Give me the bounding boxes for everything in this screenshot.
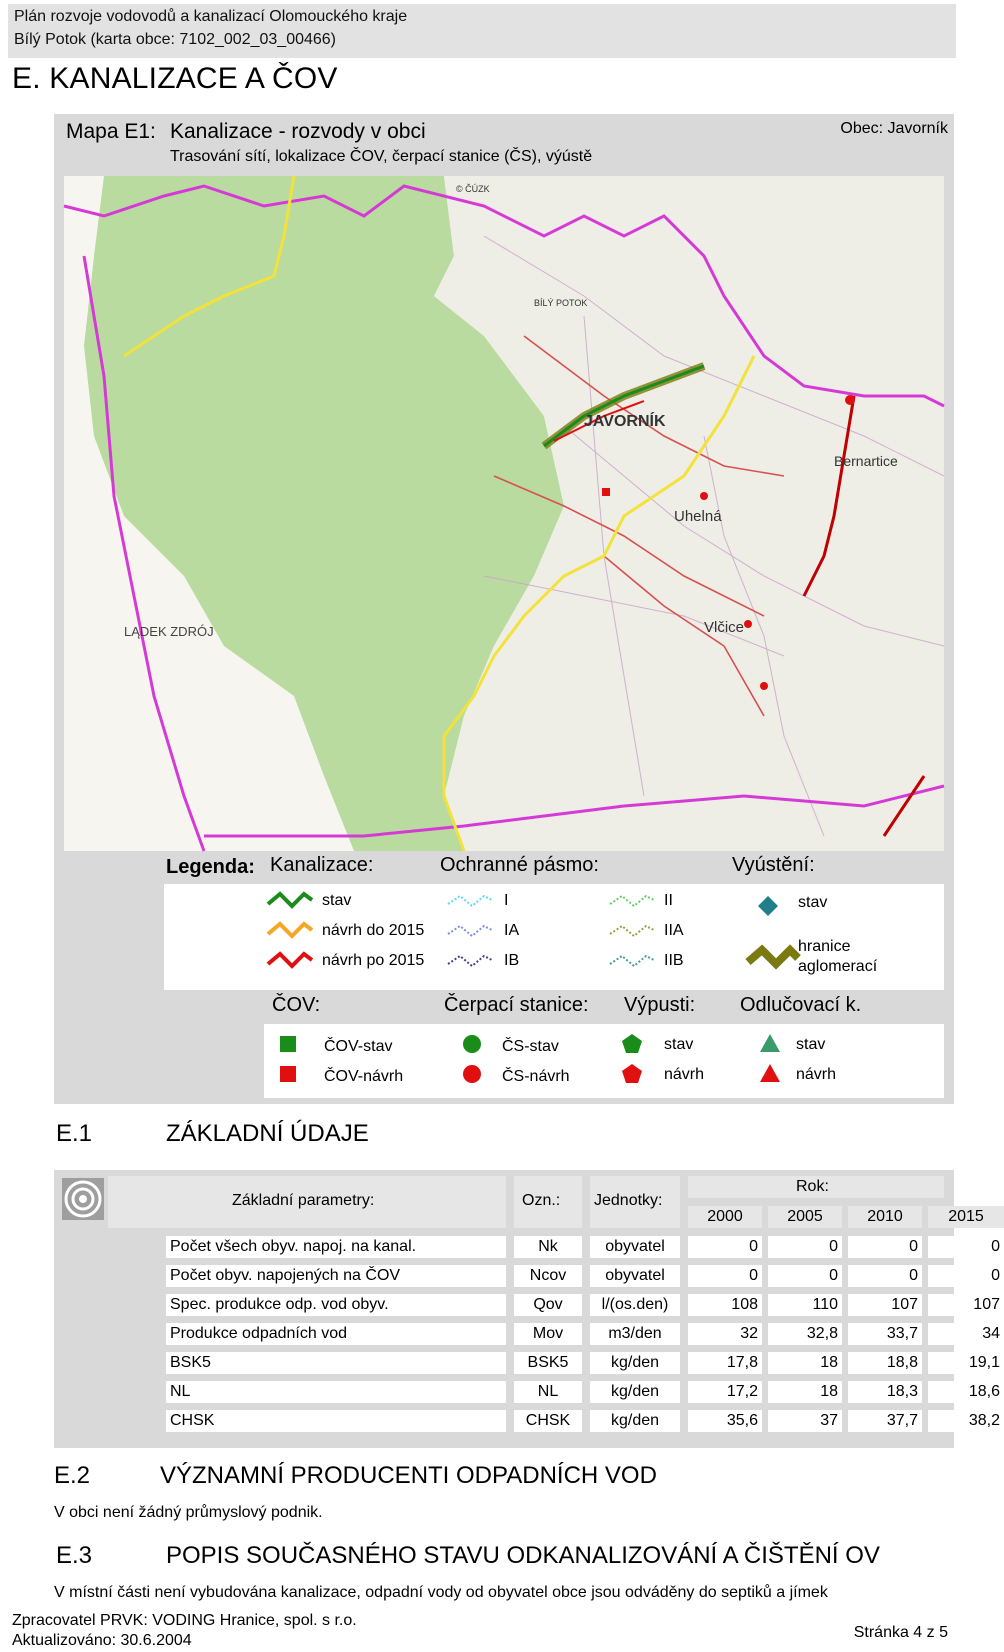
table-cell: obyvatel <box>590 1265 680 1287</box>
table-cell: 18,3 <box>848 1381 922 1403</box>
table-cell: Nk <box>514 1236 582 1258</box>
header-subtitle: Bílý Potok (karta obce: 7102_002_03_00466) <box>14 31 337 48</box>
table-cell: 0 <box>688 1265 762 1287</box>
legend-odl-navrh: návrh <box>796 1066 837 1083</box>
legend-v-hranice: hranice <box>798 938 851 955</box>
footer-aktualizovano: Aktualizováno: 30.6.2004 <box>12 1632 192 1649</box>
table-cell: 37,7 <box>848 1410 922 1432</box>
place-uhelna: Uhelná <box>674 508 722 525</box>
pasmo-ia-icon <box>448 926 492 936</box>
table-cell: 110 <box>768 1294 842 1316</box>
legend-vyp-navrh: návrh <box>664 1066 705 1083</box>
table-cell: obyvatel <box>590 1236 680 1258</box>
pasmo-ii-icon <box>610 896 654 906</box>
pasmo-iib-icon <box>610 956 654 966</box>
map-title: Kanalizace - rozvody v obci <box>170 120 426 143</box>
section-e1-number: E.1 <box>56 1120 93 1147</box>
section-e2-number: E.2 <box>54 1462 91 1489</box>
table-cell: 0 <box>928 1265 1004 1287</box>
table-cell: 108 <box>688 1294 762 1316</box>
section-e2-title: VÝZNAMNÍ PRODUCENTI ODPADNÍCH VOD <box>160 1462 657 1489</box>
kanalizace-stav-icon <box>268 894 312 906</box>
pasmo-i-icon <box>448 896 492 906</box>
legend-o-i: I <box>504 892 509 909</box>
footer-page-number: Stránka 4 z 5 <box>853 1624 948 1641</box>
table-cell: 18,8 <box>848 1352 922 1374</box>
table-cell: NL <box>166 1381 506 1403</box>
legend-cov-navrh: ČOV-návrh <box>324 1068 404 1085</box>
legend-o-ii: II <box>664 892 673 909</box>
vyusteni-stav-icon <box>758 896 778 916</box>
legend-k-navrhpo: návrh po 2015 <box>322 952 425 969</box>
legend-odl-stav: stav <box>796 1036 826 1053</box>
map-image <box>64 176 944 851</box>
table-cell: 18,6 <box>928 1381 1004 1403</box>
table-cell: 0 <box>768 1265 842 1287</box>
vypust-navrh-icon <box>622 1064 642 1083</box>
table-cell: NL <box>514 1381 582 1403</box>
table-cell: 32 <box>688 1323 762 1345</box>
table-cell: 38,2 <box>928 1410 1004 1432</box>
cs-stav-icon <box>463 1035 481 1053</box>
odlucovac-navrh-icon <box>760 1064 780 1082</box>
legend-vyusteni: Vyústění: <box>732 854 815 876</box>
legend-points <box>264 1024 944 1098</box>
legend-cov: ČOV: <box>272 994 321 1016</box>
target-icon <box>62 1178 104 1220</box>
table-cell: 18 <box>768 1352 842 1374</box>
footer-zpracovatel: Zpracovatel PRVK: VODING Hranice, spol. s r.o. <box>12 1612 357 1629</box>
page-title: E. KANALIZACE A ČOV <box>12 62 338 95</box>
table-cell: 107 <box>848 1294 922 1316</box>
section-e3-text: V místní části není vybudována kanalizace, odpadní vody od obyvatel obce jsou odváděny do septiků a jímek <box>54 1584 828 1601</box>
col-header-jednotky: Jednotky: <box>594 1192 663 1209</box>
vypust-stav-icon <box>622 1034 642 1053</box>
table-cell: Ncov <box>514 1265 582 1287</box>
table-cell: 37 <box>768 1410 842 1432</box>
kanalizace-navrhpo-icon <box>268 954 312 966</box>
table-cell: m3/den <box>590 1323 680 1345</box>
legend-k-stav: stav <box>322 892 352 909</box>
topographic-map <box>64 176 944 851</box>
table-cell: 33,7 <box>848 1323 922 1345</box>
section-e2-text: V obci není žádný průmyslový podnik. <box>54 1504 323 1521</box>
map-label: Mapa E1: <box>66 120 156 143</box>
legend-o-ib: IB <box>504 952 520 969</box>
odlucovac-stav-icon <box>760 1034 780 1052</box>
table-cell: 0 <box>928 1236 1004 1258</box>
section-e3-number: E.3 <box>56 1542 93 1569</box>
table-cell: 17,8 <box>688 1352 762 1374</box>
legend-v-aglomeraci: aglomerací <box>798 958 878 975</box>
cov-navrh-icon <box>280 1066 296 1082</box>
legend-cerpaci: Čerpací stanice: <box>444 994 589 1016</box>
map-obec: Obec: Javorník <box>840 120 948 137</box>
table-cell: 0 <box>768 1236 842 1258</box>
table-cell: Počet všech obyv. napoj. na kanal. <box>166 1236 506 1258</box>
table-cell: kg/den <box>590 1381 680 1403</box>
place-bernartice: Bernartice <box>834 453 898 469</box>
table-cell: 32,8 <box>768 1323 842 1345</box>
col-header-rok: Rok: <box>796 1178 829 1195</box>
pasmo-ib-icon <box>448 956 492 966</box>
year-header: 2005 <box>768 1206 842 1228</box>
table-cell: Qov <box>514 1294 582 1316</box>
table-cell: 0 <box>848 1265 922 1287</box>
cov-stav-icon <box>280 1036 296 1052</box>
year-header: 2000 <box>688 1206 762 1228</box>
year-header: 2010 <box>848 1206 922 1228</box>
legend-cov-stav: ČOV-stav <box>324 1038 393 1055</box>
legend-v-stav: stav <box>798 894 828 911</box>
legend-cs-navrh: ČS-návrh <box>502 1068 570 1085</box>
map-subtitle: Trasování sítí, lokalizace ČOV, čerpací stanice (ČS), výústě <box>170 148 593 165</box>
table-cell: 0 <box>848 1236 922 1258</box>
legend-o-iia: IIA <box>664 922 684 939</box>
col-header-ozn: Ozn.: <box>522 1192 561 1209</box>
cs-navrh-icon <box>463 1065 481 1083</box>
table-cell: Mov <box>514 1323 582 1345</box>
map-watermark: © ČÚZK <box>456 184 490 194</box>
place-bily-potok: BÍLÝ POTOK <box>534 298 588 308</box>
table-cell: 35,6 <box>688 1410 762 1432</box>
legend-ochranne: Ochranné pásmo: <box>440 854 599 876</box>
basic-data-table <box>54 1170 1000 1448</box>
legend-vypusti: Výpusti: <box>624 994 696 1016</box>
table-cell: Spec. produkce odp. vod obyv. <box>166 1294 506 1316</box>
legend-lines <box>164 884 944 990</box>
legend-k-navrh2015: návrh do 2015 <box>322 922 425 939</box>
table-cell: BSK5 <box>514 1352 582 1374</box>
table-cell: 107 <box>928 1294 1004 1316</box>
table-cell: 17,2 <box>688 1381 762 1403</box>
table-cell: 34 <box>928 1323 1004 1345</box>
legend-odlucovaci: Odlučovací k. <box>740 994 862 1016</box>
kanalizace-navrh2015-icon <box>268 924 312 936</box>
legend-o-iib: IIB <box>664 952 684 969</box>
header-title: Plán rozvoje vodovodů a kanalizací Olomouckého kraje <box>14 8 408 25</box>
col-header-param: Základní parametry: <box>232 1192 375 1209</box>
legend-kanalizace: Kanalizace: <box>270 854 374 876</box>
table-cell: kg/den <box>590 1410 680 1432</box>
table-cell: 18 <box>768 1381 842 1403</box>
place-vlcice: Vlčice <box>704 619 745 636</box>
table-cell: BSK5 <box>166 1352 506 1374</box>
table-cell: 19,1 <box>928 1352 1004 1374</box>
legend-cs-stav: ČS-stav <box>502 1038 559 1055</box>
legend-vyp-stav: stav <box>664 1036 694 1053</box>
table-cell: Počet obyv. napojených na ČOV <box>166 1265 506 1287</box>
place-javornik: JAVORNÍK <box>584 413 666 430</box>
place-ladek-zdroj: LĄDEK ZDRÓJ <box>124 624 214 639</box>
legend-o-ia: IA <box>504 922 520 939</box>
table-cell: CHSK <box>514 1410 582 1432</box>
table-cell: CHSK <box>166 1410 506 1432</box>
section-e1-title: ZÁKLADNÍ ÚDAJE <box>166 1120 369 1147</box>
section-e3-title: POPIS SOUČASNÉHO STAVU ODKANALIZOVÁNÍ A ČIŠTĚNÍ OV <box>166 1542 880 1569</box>
pasmo-iia-icon <box>610 926 654 936</box>
table-cell: kg/den <box>590 1352 680 1374</box>
table-cell: l/(os.den) <box>590 1294 680 1316</box>
table-cell: Produkce odpadních vod <box>166 1323 506 1345</box>
year-header: 2015 <box>928 1206 1004 1228</box>
legend-title: Legenda: <box>166 856 255 878</box>
table-cell: 0 <box>688 1236 762 1258</box>
hranice-aglomeraci-icon <box>748 950 798 964</box>
